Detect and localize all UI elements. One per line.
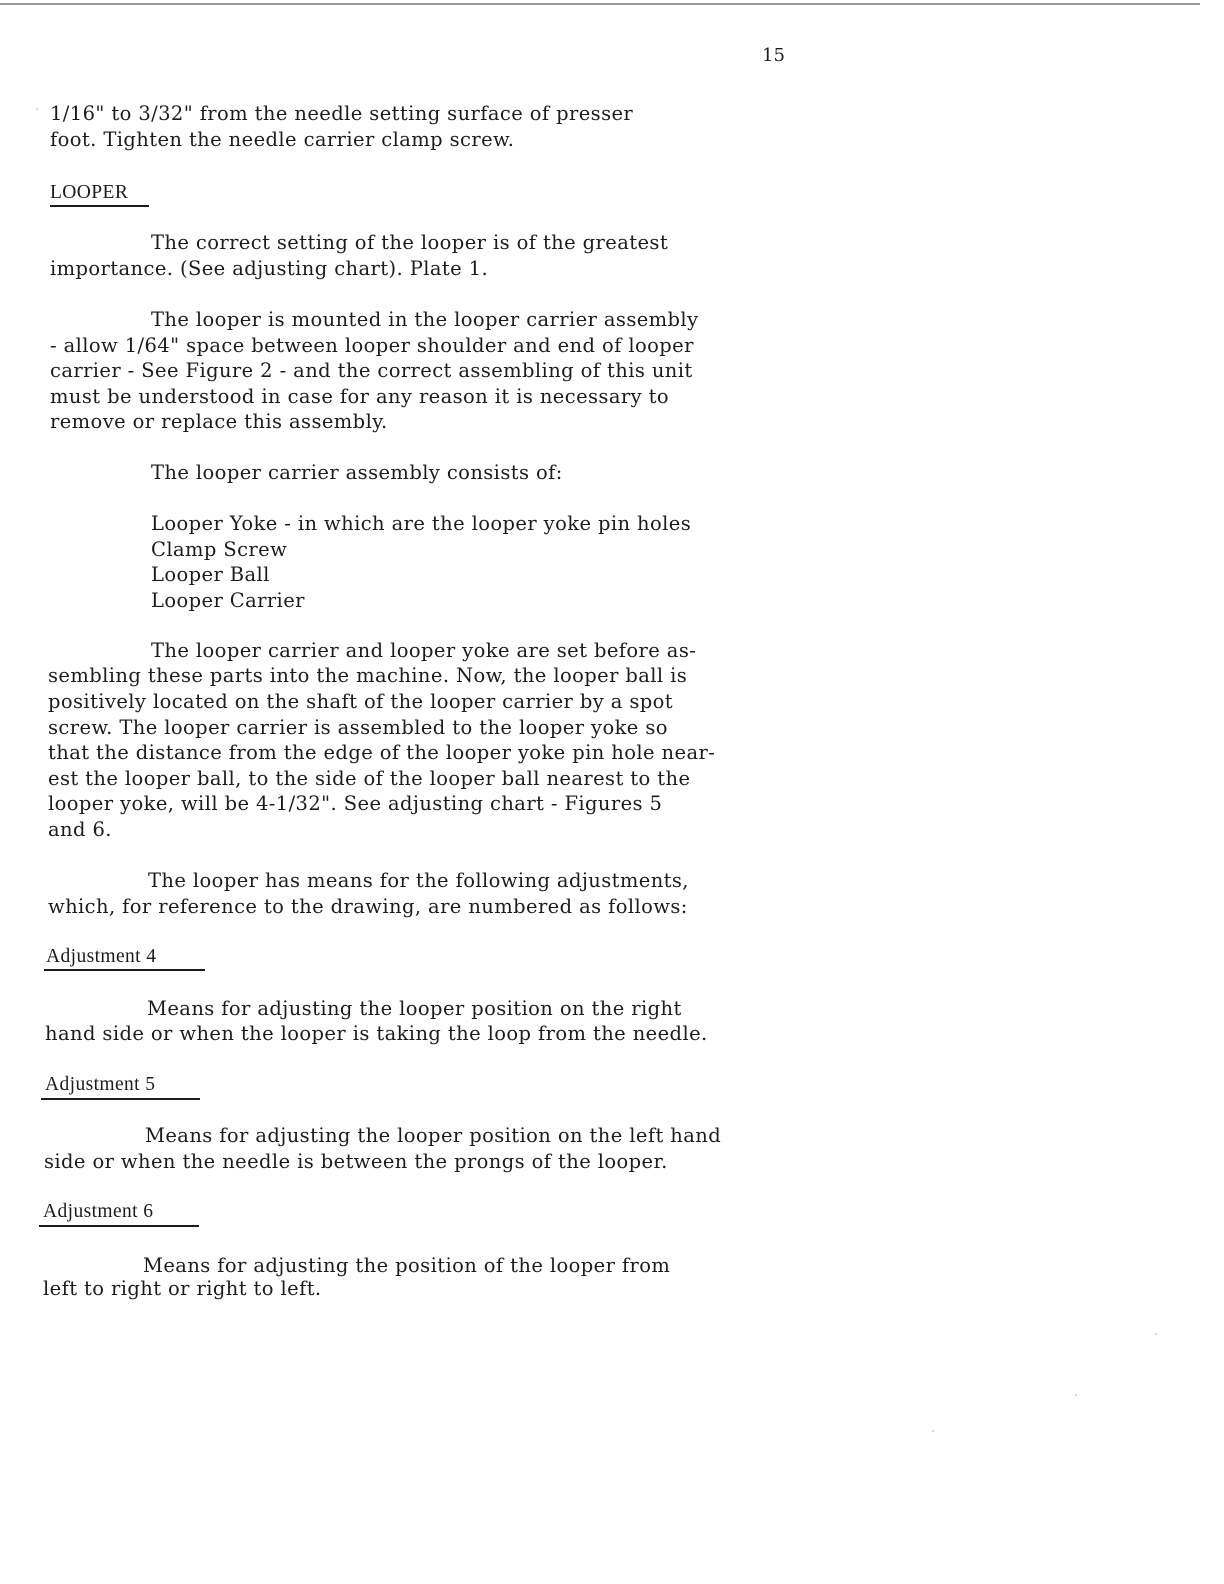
heading-adjustment-5: Adjustment 5: [45, 1074, 156, 1095]
scan-speck: [36, 108, 38, 110]
parts-list-item: Looper Carrier: [151, 589, 305, 612]
heading-adjustment-4-underline: [44, 969, 205, 971]
p2-line-5: remove or replace this assembly.: [50, 410, 388, 433]
adj5-line-2: side or when the needle is between the prongs of the looper.: [44, 1150, 668, 1173]
p4-line-6: est the looper ball, to the side of the looper ball nearest to the: [48, 767, 691, 790]
p4-line-4: screw. The looper carrier is assembled to the looper yoke so: [48, 716, 668, 739]
heading-looper: LOOPER: [50, 182, 129, 203]
intro-line-1: 1/16" to 3/32" from the needle setting surface of presser: [50, 102, 634, 125]
p1-line-2: importance. (See adjusting chart). Plate 1.: [50, 257, 489, 280]
heading-adjustment-4: Adjustment 4: [46, 946, 157, 967]
scan-speck: [932, 1430, 934, 1432]
p2-line-2: - allow 1/64" space between looper shoulder and end of looper: [50, 334, 694, 357]
heading-adjustment-5-underline: [41, 1098, 200, 1100]
p4-line-2: sembling these parts into the machine. Now, the looper ball is: [48, 664, 688, 687]
parts-list-item: Clamp Screw: [151, 538, 288, 561]
adj5-line-1: Means for adjusting the looper position on the left hand: [145, 1124, 722, 1147]
page-number: 15: [762, 45, 785, 66]
heading-looper-underline: [50, 205, 149, 207]
p4-line-7: looper yoke, will be 4-1/32". See adjusting chart - Figures 5: [48, 792, 663, 815]
p2-line-1: The looper is mounted in the looper carrier assembly: [151, 308, 699, 331]
p1-line-1: The correct setting of the looper is of the greatest: [151, 231, 669, 254]
p5-line-2: which, for reference to the drawing, are numbered as follows:: [48, 895, 688, 918]
parts-list-item: Looper Ball: [151, 563, 270, 586]
adj6-line-2: left to right or right to left.: [43, 1277, 322, 1300]
p4-line-3: positively located on the shaft of the looper carrier by a spot: [48, 690, 674, 713]
heading-adjustment-6-underline: [39, 1225, 199, 1227]
scan-speck: [1155, 1333, 1157, 1335]
adj4-line-2: hand side or when the looper is taking the loop from the needle.: [45, 1022, 708, 1045]
adj6-line-1: Means for adjusting the position of the looper from: [143, 1254, 671, 1277]
parts-list-item: Looper Yoke - in which are the looper yoke pin holes: [151, 512, 692, 535]
heading-adjustment-6: Adjustment 6: [43, 1201, 154, 1222]
intro-line-2: foot. Tighten the needle carrier clamp screw.: [50, 128, 515, 151]
p4-line-8: and 6.: [48, 818, 112, 841]
scan-speck: [1075, 1394, 1077, 1396]
p2-line-4: must be understood in case for any reason it is necessary to: [50, 385, 669, 408]
p4-line-5: that the distance from the edge of the looper yoke pin hole near-: [48, 741, 716, 764]
adj4-line-1: Means for adjusting the looper position on the right: [147, 997, 682, 1020]
p3-line-1: The looper carrier assembly consists of:: [151, 461, 563, 484]
p2-line-3: carrier - See Figure 2 - and the correct assembling of this unit: [50, 359, 693, 382]
p4-line-1: The looper carrier and looper yoke are set before as-: [151, 639, 697, 662]
scan-top-edge: [0, 3, 1200, 5]
p5-line-1: The looper has means for the following adjustments,: [148, 869, 689, 892]
